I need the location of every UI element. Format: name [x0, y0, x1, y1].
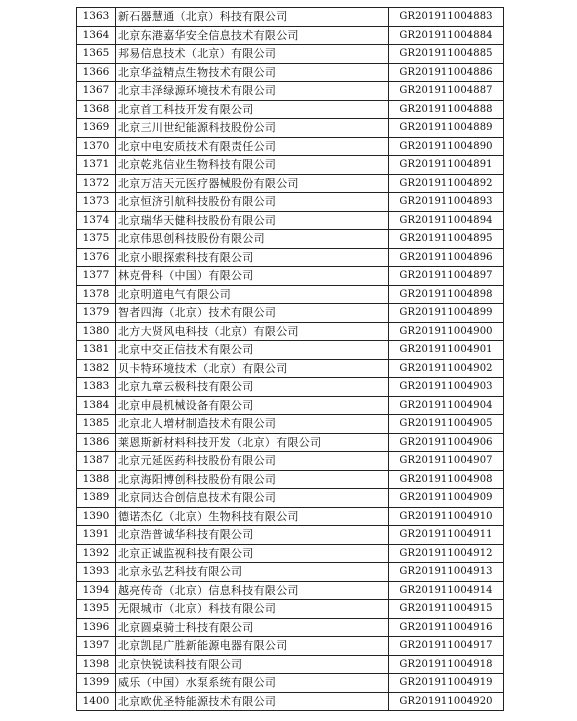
row-number-cell: 1364 [77, 26, 116, 45]
row-number-cell: 1377 [77, 267, 116, 286]
company-name-cell: 北京永弘艺科技有限公司 [116, 563, 389, 582]
certificate-number-cell: GR201911004912 [389, 544, 504, 563]
company-name-cell: 北京乾兆信业生物科技有限公司 [116, 156, 389, 175]
row-number-cell: 1365 [77, 45, 116, 64]
company-name-cell: 北京正诚监视科技有限公司 [116, 544, 389, 563]
certificate-number-cell: GR201911004919 [389, 674, 504, 693]
company-name-cell: 北京海阳博创科技股份有限公司 [116, 470, 389, 489]
table-row [77, 655, 504, 674]
company-name-cell: 北京中电安质技术有限责任公司 [116, 137, 389, 156]
table-row [77, 248, 504, 267]
company-name-cell: 贝卡特环境技术（北京）有限公司 [116, 359, 389, 378]
certificate-number-cell: GR201911004915 [389, 600, 504, 619]
row-number-cell: 1368 [77, 100, 116, 119]
company-name-cell: 北京小眼探索科技有限公司 [116, 248, 389, 267]
certificate-number-cell: GR201911004894 [389, 211, 504, 230]
row-number-cell: 1399 [77, 674, 116, 693]
certificate-number-cell: GR201911004918 [389, 655, 504, 674]
company-name-cell: 北京九章云极科技有限公司 [116, 378, 389, 397]
row-number-cell: 1375 [77, 230, 116, 249]
table-row [77, 544, 504, 563]
table-row [77, 563, 504, 582]
table-row [77, 193, 504, 212]
table-row [77, 600, 504, 619]
certificate-number-cell: GR201911004909 [389, 489, 504, 508]
company-name-cell: 智者四海（北京）技术有限公司 [116, 304, 389, 323]
row-number-cell: 1398 [77, 655, 116, 674]
row-number-cell: 1391 [77, 526, 116, 545]
certificate-number-cell: GR201911004891 [389, 156, 504, 175]
row-number-cell: 1378 [77, 285, 116, 304]
company-name-cell: 北京恒济引航科技股份有限公司 [116, 193, 389, 212]
certificate-number-cell: GR201911004914 [389, 581, 504, 600]
company-name-cell: 北京首工科技开发有限公司 [116, 100, 389, 119]
company-name-cell: 莱恩斯新材料科技开发（北京）有限公司 [116, 433, 389, 452]
company-name-cell: 北京浩普诚华科技有限公司 [116, 526, 389, 545]
table-row [77, 100, 504, 119]
row-number-cell: 1367 [77, 82, 116, 101]
certificate-number-cell: GR201911004886 [389, 63, 504, 82]
table-row [77, 415, 504, 434]
table-row [77, 304, 504, 323]
company-name-cell: 北京伟思创科技股份有限公司 [116, 230, 389, 249]
row-number-cell: 1382 [77, 359, 116, 378]
company-name-cell: 无限城市（北京）科技有限公司 [116, 600, 389, 619]
row-number-cell: 1390 [77, 507, 116, 526]
table-row [77, 174, 504, 193]
table-row [77, 230, 504, 249]
table-row [77, 119, 504, 138]
row-number-cell: 1396 [77, 618, 116, 637]
certificate-number-cell: GR201911004906 [389, 433, 504, 452]
company-name-cell: 威乐（中国）水泵系统有限公司 [116, 674, 389, 693]
table-row [77, 8, 504, 27]
table-row [77, 674, 504, 693]
row-number-cell: 1384 [77, 396, 116, 415]
row-number-cell: 1363 [77, 8, 116, 27]
company-name-cell: 越亮传奇（北京）信息科技有限公司 [116, 581, 389, 600]
row-number-cell: 1400 [77, 692, 116, 711]
certificate-number-cell: GR201911004895 [389, 230, 504, 249]
row-number-cell: 1388 [77, 470, 116, 489]
certificate-number-cell: GR201911004913 [389, 563, 504, 582]
table-row [77, 285, 504, 304]
table-row [77, 433, 504, 452]
table-row [77, 396, 504, 415]
company-name-cell: 北京明道电气有限公司 [116, 285, 389, 304]
table-row [77, 637, 504, 656]
company-name-cell: 北京北人增材制造技术有限公司 [116, 415, 389, 434]
table-row [77, 63, 504, 82]
certificate-number-cell: GR201911004903 [389, 378, 504, 397]
company-name-cell: 北方大贤风电科技（北京）有限公司 [116, 322, 389, 341]
row-number-cell: 1386 [77, 433, 116, 452]
row-number-cell: 1380 [77, 322, 116, 341]
table-row [77, 452, 504, 471]
company-name-cell: 北京元延医药科技股份有限公司 [116, 452, 389, 471]
row-number-cell: 1383 [77, 378, 116, 397]
table-row [77, 507, 504, 526]
row-number-cell: 1371 [77, 156, 116, 175]
certificate-number-cell: GR201911004897 [389, 267, 504, 286]
certificate-number-cell: GR201911004888 [389, 100, 504, 119]
company-name-cell: 北京三川世纪能源科技股份公司 [116, 119, 389, 138]
company-name-cell: 北京欧优圣特能源技术有限公司 [116, 692, 389, 711]
company-name-cell: 德诺杰亿（北京）生物科技有限公司 [116, 507, 389, 526]
company-name-cell: 北京快锐读科技有限公司 [116, 655, 389, 674]
table-row [77, 156, 504, 175]
company-name-cell: 邦易信息技术（北京）有限公司 [116, 45, 389, 64]
table-row [77, 470, 504, 489]
table-row [77, 618, 504, 637]
table-row [77, 322, 504, 341]
table-row [77, 82, 504, 101]
certificate-number-cell: GR201911004893 [389, 193, 504, 212]
certificate-number-cell: GR201911004899 [389, 304, 504, 323]
table-row [77, 137, 504, 156]
table-row [77, 211, 504, 230]
company-name-cell: 北京丰泽绿源环境技术有限公司 [116, 82, 389, 101]
certificate-number-cell: GR201911004910 [389, 507, 504, 526]
row-number-cell: 1374 [77, 211, 116, 230]
certificate-number-cell: GR201911004883 [389, 8, 504, 27]
table-row [77, 581, 504, 600]
table-row [77, 267, 504, 286]
certificate-number-cell: GR201911004911 [389, 526, 504, 545]
company-name-cell: 北京中交正信技术有限公司 [116, 341, 389, 360]
certificate-number-cell: GR201911004908 [389, 470, 504, 489]
row-number-cell: 1385 [77, 415, 116, 434]
row-number-cell: 1369 [77, 119, 116, 138]
row-number-cell: 1370 [77, 137, 116, 156]
certificate-number-cell: GR201911004900 [389, 322, 504, 341]
company-name-cell: 北京瑞华天健科技股份有限公司 [116, 211, 389, 230]
table-row [77, 526, 504, 545]
company-name-cell: 北京同达合创信息技术有限公司 [116, 489, 389, 508]
row-number-cell: 1387 [77, 452, 116, 471]
certificate-number-cell: GR201911004902 [389, 359, 504, 378]
row-number-cell: 1372 [77, 174, 116, 193]
certificate-number-cell: GR201911004916 [389, 618, 504, 637]
certificate-number-cell: GR201911004885 [389, 45, 504, 64]
row-number-cell: 1394 [77, 581, 116, 600]
row-number-cell: 1366 [77, 63, 116, 82]
certificate-number-cell: GR201911004901 [389, 341, 504, 360]
table-row [77, 692, 504, 711]
certificate-number-cell: GR201911004907 [389, 452, 504, 471]
certificate-number-cell: GR201911004896 [389, 248, 504, 267]
table-row [77, 378, 504, 397]
row-number-cell: 1373 [77, 193, 116, 212]
certificate-number-cell: GR201911004889 [389, 119, 504, 138]
company-name-cell: 北京凯昆广胜新能源电器有限公司 [116, 637, 389, 656]
row-number-cell: 1381 [77, 341, 116, 360]
row-number-cell: 1392 [77, 544, 116, 563]
company-table [76, 7, 504, 711]
company-name-cell: 林克骨科（中国）有限公司 [116, 267, 389, 286]
row-number-cell: 1389 [77, 489, 116, 508]
row-number-cell: 1393 [77, 563, 116, 582]
table-row [77, 45, 504, 64]
certificate-number-cell: GR201911004884 [389, 26, 504, 45]
certificate-number-cell: GR201911004892 [389, 174, 504, 193]
row-number-cell: 1397 [77, 637, 116, 656]
certificate-number-cell: GR201911004887 [389, 82, 504, 101]
certificate-number-cell: GR201911004917 [389, 637, 504, 656]
row-number-cell: 1376 [77, 248, 116, 267]
row-number-cell: 1379 [77, 304, 116, 323]
table-body [77, 8, 504, 711]
certificate-number-cell: GR201911004920 [389, 692, 504, 711]
company-name-cell: 新石器慧通（北京）科技有限公司 [116, 8, 389, 27]
company-name-cell: 北京万洁天元医疗器械股份有限公司 [116, 174, 389, 193]
table-row [77, 359, 504, 378]
certificate-number-cell: GR201911004904 [389, 396, 504, 415]
table-row [77, 341, 504, 360]
company-name-cell: 北京圆桌骑士科技有限公司 [116, 618, 389, 637]
certificate-number-cell: GR201911004905 [389, 415, 504, 434]
table-row [77, 489, 504, 508]
company-name-cell: 北京东港嘉华安全信息技术有限公司 [116, 26, 389, 45]
certificate-number-cell: GR201911004890 [389, 137, 504, 156]
table-row [77, 26, 504, 45]
row-number-cell: 1395 [77, 600, 116, 619]
company-name-cell: 北京华益精点生物技术有限公司 [116, 63, 389, 82]
company-name-cell: 北京申晨机械设备有限公司 [116, 396, 389, 415]
certificate-number-cell: GR201911004898 [389, 285, 504, 304]
